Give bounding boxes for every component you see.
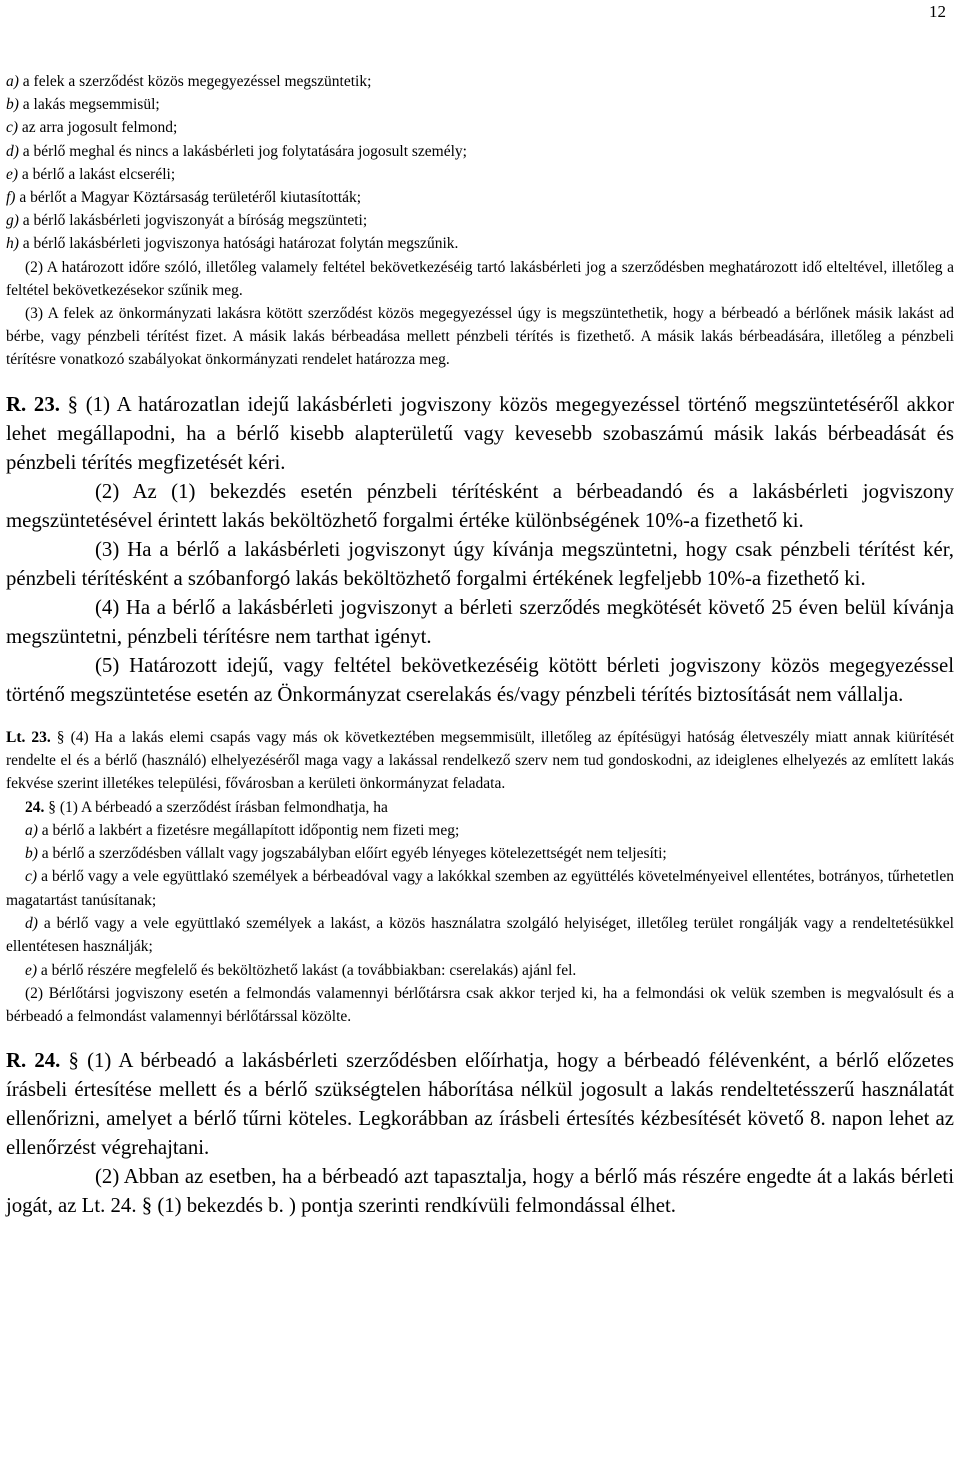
list-item: f) a bérlőt a Magyar Köztársaság területéről kiutasították; (6, 189, 362, 207)
list-item: g) a bérlő lakásbérleti jogviszonyát a bíróság megszünteti; (6, 212, 368, 230)
r23-paragraph-5: (5) Határozott idejű, vagy feltétel bekövetkezéséig kötött bérleti jogviszony közös megegyezéssel történő megszüntetése esetén az Önkormányzat cserelakás és/vagy pénzbeli térítés biztosítását nem vállalja. (6, 653, 954, 706)
r23-paragraph-2: (2) Az (1) bekezdés esetén pénzbeli térítésként a bérbeadandó és a lakásbérleti jogviszony megszüntetésével érintett lakás beköltözhető forgalmi értéke különbségének 10%-a fizethető ki. (6, 479, 954, 532)
paragraph-3: (3) A felek az önkormányzati lakásra kötött szerződést közös megegyezéssel úgy is megszüntethetik, hogy a bérbeadó a bérlőnek másik lakást ad bérbe, vagy pénzbeli térítést fizet. A másik lakás bérbeadása mellett pénzbeli térítés is fizethető. A másik lakás bérbeadására, illetőleg a pénzbeli térítésre vonatkozó szabályokat önkormányzati rendelet határozza meg. (6, 305, 954, 369)
r23-section (6, 390, 954, 709)
list-item: d) a bérlő vagy a vele együttlakó személyek a lakást, a közös használatra szolgáló helyiséget, illetőleg terület rongálják vagy a rendeltetésükkel ellentétesen használják; (6, 915, 954, 956)
page-number: 12 (929, 2, 946, 21)
r23-paragraph-3: (3) Ha a bérlő a lakásbérleti jogviszonyt úgy kívánja megszüntetni, hogy csak pénzbeli térítést kér, pénzbeli térítésként a szóbanforgó lakás beköltözhető forgalmi értékének legfeljebb 10%-a fizethető ki. (6, 537, 954, 590)
list-item: b) a bérlő a szerződésben vállalt vagy jogszabályban előírt egyéb lényeges kötelezettségét nem teljesíti; (25, 845, 667, 863)
s24-intro: 24. § (1) A bérbeadó a szerződést írásban felmondhatja, ha (25, 798, 388, 816)
lt23-label: Lt. 23. (6, 728, 51, 746)
list-item: e) a bérlő részére megfelelő és beköltözhető lakást (a továbbiakban: cserelakás) ajánl fel. (25, 961, 577, 979)
termination-section (6, 70, 954, 372)
list-item: c) az arra jogosult felmond; (6, 119, 178, 137)
document-page (6, 70, 954, 1220)
r23-label: R. 23. (6, 392, 60, 416)
list-item: e) a bérlő a lakást elcseréli; (6, 165, 176, 183)
r24-section (6, 1046, 954, 1220)
list-item: d) a bérlő meghal és nincs a lakásbérleti jog folytatására jogosult személy; (6, 142, 467, 160)
paragraph-2: (2) A határozott időre szóló, illetőleg valamely feltétel bekövetkezéséig tartó lakásbérleti jog a szerződésben meghatározott idő elteltével, illetőleg a feltétel bekövetkezésekor szűnik meg. (6, 258, 954, 299)
list-item: a) a felek a szerződést közös megegyezéssel megszüntetik; (6, 73, 372, 90)
r23-paragraph-4: (4) Ha a bérlő a lakásbérleti jogviszonyt a bérleti szerződés megkötését követő 25 éven belül kívánja megszüntetni, pénzbeli térítésre nem tarthat igényt. (6, 595, 954, 648)
list-item: h) a bérlő lakásbérleti jogviszonya hatósági határozat folytán megszűnik. (6, 235, 459, 253)
r24-label: R. 24. (6, 1048, 61, 1072)
r24-paragraph-2: (2) Abban az esetben, ha a bérbeadó azt tapasztalja, hogy a bérlő más részére engedte át a lakás bérleti jogát, az Lt. 24. § (1) bekezdés b. ) pontja szerinti rendkívüli felmondással élhet. (6, 1164, 954, 1217)
r24-paragraph-1: R. 24. § (1) A bérbeadó a lakásbérleti szerződésben előírhatja, hogy a bérbeadó félévenként, a bérlő előzetes írásbeli értesítése mellett és a bérlő szükségtelen háborítása nélkül jogosult a lakás rendeltetésszerű használatát ellenőrizni, amelyet a bérlő tűrni köteles. Legkorábban az írásbeli értesítés kézbesítését követő 8. napon lehet az ellenőrzést végrehajtani. (6, 1048, 955, 1159)
s24-paragraph-2: (2) Bérlőtársi jogviszony esetén a felmondás valamennyi bérlőtársra csak akkor terjed ki, ha a felmondási ok velük szemben is megvalósult és a bérbeadó a felmondást valamennyi bérlőtárssal közölte. (6, 984, 954, 1026)
r23-paragraph-1: R. 23. § (1) A határozatlan idejű lakásbérleti jogviszony közös megegyezéssel történő megszüntetéséről akkor lehet megállapodni, ha a bérlő kisebb alapterületű vagy kevesebb szobaszámú másik lakás bérbeadását és pénzbeli térítés megfizetését kéri. (6, 392, 954, 474)
list-item: a) a bérlő a lakbért a fizetésre megállapított időpontig nem fizeti meg; (25, 821, 460, 839)
s24-label: 24. (25, 798, 45, 816)
list-item: c) a bérlő vagy a vele együttlakó személyek a bérbeadóval vagy a lakókkal szemben az együttélés követelményeivel ellentétes, botrányos, tűrhetetlen magatartást tanúsítanak; (6, 868, 954, 909)
lt23-section (6, 726, 954, 1029)
list-item: b) a lakás megsemmisül; (6, 96, 160, 114)
lt23-paragraph: Lt. 23. § (4) Ha a lakás elemi csapás vagy más ok következtében megsemmisült, illetőleg az építésügyi hatóság életveszély miatt annak kiürítését rendelte el és a bérlő (használó) elhelyezéséről maga vagy a lakással rendelkező szerv nem tud gondoskodni, az ideiglenes elhelyezés az említett lakás fekvése szerint illetékes települési, fővárosban a kerületi önkormányzat feladata. (6, 728, 955, 793)
